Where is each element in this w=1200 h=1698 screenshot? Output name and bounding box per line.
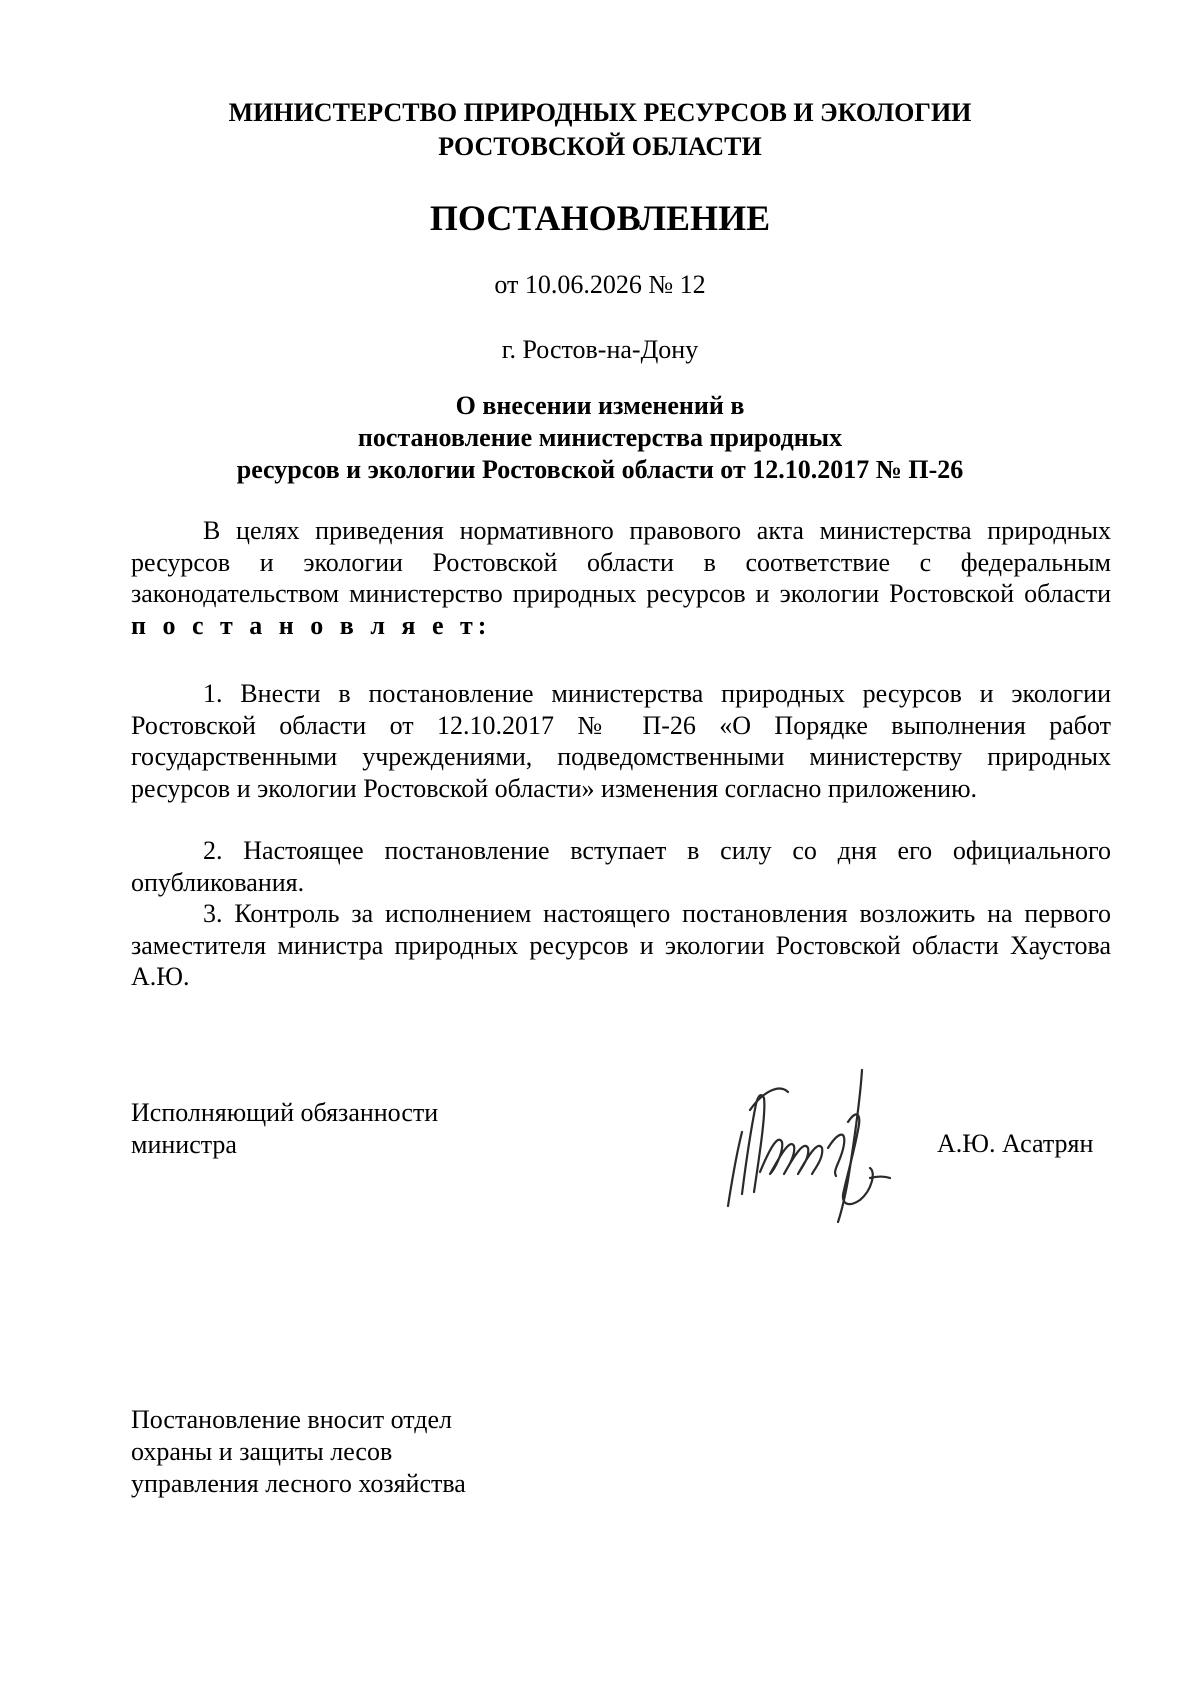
ministry-header-line-2: РОСТОВСКОЙ ОБЛАСТИ — [438, 132, 762, 161]
resolution-item-1: 1. Внести в постановление министерства природных ресурсов и экологии Ростовской области от 12.10.2017 № П-26 «О Порядке выполнения работ государственными учреждениями, подведомственными министерству природных ресурсов и экологии Ростовской области» изменения согласно приложению. — [131, 679, 1111, 803]
submitting-department-note — [131, 1404, 631, 1500]
footer-note-line-2: охраны и защиты лесов — [131, 1437, 393, 1466]
handwritten-signature — [720, 1052, 950, 1232]
ministry-header-line-1: МИНИСТЕРСТВО ПРИРОДНЫХ РЕСУРСОВ И ЭКОЛОГИИ — [228, 98, 972, 127]
signatory-name: А.Ю. Асатрян — [937, 1129, 1094, 1158]
resolution-item-2: 2. Настоящее постановление вступает в силу со дня его официального опубликования. — [131, 836, 1111, 897]
subject-line-1: О внесении изменений в — [455, 391, 745, 420]
document-date-number: от 10.06.2026 № 12 — [494, 270, 706, 299]
document-city: г. Ростов-на-Дону — [501, 335, 699, 364]
signatory-position-line-2: министра — [131, 1130, 237, 1159]
subject-line-2: постановление министерства природных — [357, 423, 843, 452]
preamble-paragraph — [131, 515, 1111, 641]
signatory-position — [131, 1097, 551, 1161]
resolution-item-3: 3. Контроль за исполнением настоящего постановления возложить на первого заместителя министра природных ресурсов и экологии Ростовской области Хаустова А.Ю. — [131, 899, 1111, 991]
document-type-title: ПОСТАНОВЛЕНИЕ — [429, 198, 771, 238]
footer-note-line-1: Постановление вносит отдел — [131, 1405, 452, 1434]
document-subject — [0, 390, 1200, 486]
signatory-position-line-1: Исполняющий обязанности — [131, 1098, 439, 1127]
ministry-header — [0, 96, 1200, 164]
preamble-text: В целях приведения нормативного правового акта министерства природных ресурсов и экологии Ростовской области в соответствие с федеральным законодательством министерство природных ресурсов и экологии Ростовской области — [131, 516, 1111, 608]
resolves-word: п о с т а н о в л я е т: — [131, 610, 492, 640]
subject-line-3: ресурсов и экологии Ростовской области от 12.10.2017 № П-26 — [236, 455, 964, 484]
footer-note-line-3: управления лесного хозяйства — [131, 1469, 466, 1498]
